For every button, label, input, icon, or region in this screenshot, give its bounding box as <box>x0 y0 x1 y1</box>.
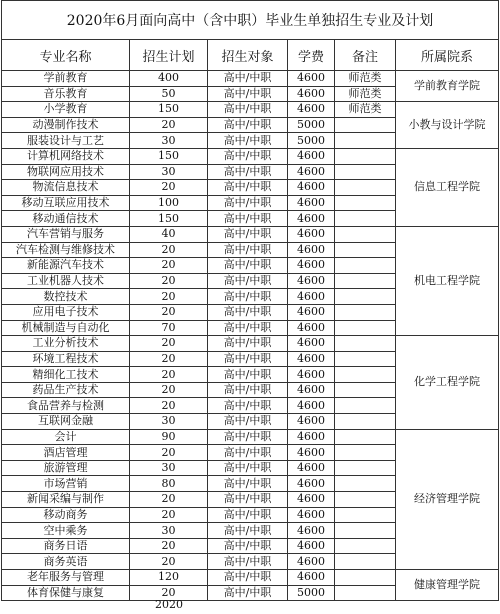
cell-target: 高中/中职 <box>208 102 288 118</box>
cell-target: 高中/中职 <box>208 164 288 180</box>
cell-fee: 4600 <box>288 523 335 539</box>
table-row <box>2 570 499 586</box>
cell-fee: 4600 <box>288 86 335 102</box>
cell-plan: 150 <box>130 148 208 164</box>
cell-note <box>335 585 396 601</box>
cell-target: 高中/中职 <box>208 133 288 149</box>
header-note: 备注 <box>335 40 396 71</box>
cell-fee: 4600 <box>288 476 335 492</box>
cell-plan: 20 <box>130 351 208 367</box>
cell-fee: 4600 <box>288 148 335 164</box>
cell-plan: 40 <box>130 226 208 242</box>
cell-note <box>335 507 396 523</box>
cell-fee: 4600 <box>288 289 335 305</box>
cell-target: 高中/中职 <box>208 86 288 102</box>
cell-target: 高中/中职 <box>208 414 288 430</box>
cell-plan: 20 <box>130 117 208 133</box>
cell-fee: 4600 <box>288 336 335 352</box>
cell-major: 汽车营销与服务 <box>2 226 130 242</box>
cell-fee: 5000 <box>288 133 335 149</box>
cell-plan: 20 <box>130 382 208 398</box>
header-target: 招生对象 <box>208 40 288 71</box>
cell-fee: 4600 <box>288 382 335 398</box>
cell-target: 高中/中职 <box>208 258 288 274</box>
cell-note <box>335 492 396 508</box>
cell-major: 工业机器人技术 <box>2 273 130 289</box>
cell-major: 学前教育 <box>2 71 130 87</box>
cell-target: 高中/中职 <box>208 492 288 508</box>
cell-note <box>335 195 396 211</box>
footer-year: 2020 <box>155 598 183 611</box>
cell-major: 工业分析技术 <box>2 336 130 352</box>
cell-note <box>335 460 396 476</box>
cell-target: 高中/中职 <box>208 507 288 523</box>
cell-major: 商务英语 <box>2 554 130 570</box>
cell-plan: 120 <box>130 570 208 586</box>
cell-note <box>335 336 396 352</box>
cell-fee: 4600 <box>288 570 335 586</box>
cell-fee: 4600 <box>288 398 335 414</box>
cell-target: 高中/中职 <box>208 445 288 461</box>
cell-note <box>335 523 396 539</box>
cell-fee: 4600 <box>288 226 335 242</box>
table-title: 2020年6月面向高中（含中职）毕业生单独招生专业及计划 <box>2 1 499 40</box>
table-row <box>2 429 499 445</box>
cell-note <box>335 570 396 586</box>
cell-major: 环境工程技术 <box>2 351 130 367</box>
cell-fee: 4600 <box>288 445 335 461</box>
cell-note <box>335 398 396 414</box>
cell-major: 物流信息技术 <box>2 180 130 196</box>
cell-college: 健康管理学院 <box>396 570 499 601</box>
cell-plan: 20 <box>130 554 208 570</box>
cell-note <box>335 320 396 336</box>
cell-note <box>335 429 396 445</box>
header-fee: 学费 <box>288 40 335 71</box>
cell-target: 高中/中职 <box>208 523 288 539</box>
cell-note <box>335 351 396 367</box>
cell-major: 食品营养与检测 <box>2 398 130 414</box>
cell-plan: 30 <box>130 164 208 180</box>
cell-target: 高中/中职 <box>208 585 288 601</box>
cell-major: 空中乘务 <box>2 523 130 539</box>
cell-fee: 4600 <box>288 351 335 367</box>
cell-target: 高中/中职 <box>208 460 288 476</box>
cell-fee: 4600 <box>288 258 335 274</box>
cell-note <box>335 242 396 258</box>
cell-college: 化学工程学院 <box>396 336 499 430</box>
cell-major: 精细化工技术 <box>2 367 130 383</box>
cell-plan: 20 <box>130 336 208 352</box>
enrollment-table <box>1 0 499 601</box>
cell-target: 高中/中职 <box>208 538 288 554</box>
cell-target: 高中/中职 <box>208 226 288 242</box>
cell-plan: 20 <box>130 507 208 523</box>
cell-plan: 20 <box>130 180 208 196</box>
header-plan: 招生计划 <box>130 40 208 71</box>
cell-plan: 50 <box>130 86 208 102</box>
cell-major: 商务日语 <box>2 538 130 554</box>
cell-fee: 4600 <box>288 554 335 570</box>
cell-major: 会计 <box>2 429 130 445</box>
cell-target: 高中/中职 <box>208 289 288 305</box>
cell-note <box>335 445 396 461</box>
cell-major: 市场营销 <box>2 476 130 492</box>
cell-target: 高中/中职 <box>208 429 288 445</box>
cell-target: 高中/中职 <box>208 554 288 570</box>
cell-note: 师范类 <box>335 86 396 102</box>
cell-target: 高中/中职 <box>208 320 288 336</box>
cell-college: 经济管理学院 <box>396 429 499 569</box>
cell-target: 高中/中职 <box>208 117 288 133</box>
cell-fee: 4600 <box>288 320 335 336</box>
cell-note <box>335 554 396 570</box>
cell-target: 高中/中职 <box>208 336 288 352</box>
cell-target: 高中/中职 <box>208 71 288 87</box>
cell-fee: 4600 <box>288 211 335 227</box>
cell-target: 高中/中职 <box>208 367 288 383</box>
cell-note: 师范类 <box>335 102 396 118</box>
cell-major: 新闻采编与制作 <box>2 492 130 508</box>
cell-fee: 4600 <box>288 273 335 289</box>
cell-major: 移动通信技术 <box>2 211 130 227</box>
cell-fee: 4600 <box>288 195 335 211</box>
cell-note <box>335 133 396 149</box>
cell-plan: 30 <box>130 133 208 149</box>
table-row <box>2 148 499 164</box>
cell-target: 高中/中职 <box>208 273 288 289</box>
cell-note <box>335 538 396 554</box>
cell-note <box>335 258 396 274</box>
cell-note <box>335 382 396 398</box>
cell-major: 药品生产技术 <box>2 382 130 398</box>
cell-fee: 4600 <box>288 164 335 180</box>
cell-plan: 30 <box>130 414 208 430</box>
cell-note <box>335 226 396 242</box>
cell-plan: 70 <box>130 320 208 336</box>
cell-target: 高中/中职 <box>208 180 288 196</box>
cell-fee: 4600 <box>288 242 335 258</box>
cell-college: 信息工程学院 <box>396 148 499 226</box>
header-major: 专业名称 <box>2 40 130 71</box>
table-row <box>2 336 499 352</box>
cell-plan: 20 <box>130 242 208 258</box>
table-row <box>2 71 499 87</box>
cell-plan: 20 <box>130 585 208 601</box>
cell-note <box>335 304 396 320</box>
table-row <box>2 226 499 242</box>
cell-target: 高中/中职 <box>208 351 288 367</box>
cell-major: 老年服务与管理 <box>2 570 130 586</box>
cell-note <box>335 211 396 227</box>
cell-plan: 400 <box>130 71 208 87</box>
cell-target: 高中/中职 <box>208 211 288 227</box>
cell-plan: 150 <box>130 211 208 227</box>
cell-major: 数控技术 <box>2 289 130 305</box>
cell-major: 小学教育 <box>2 102 130 118</box>
cell-fee: 4600 <box>288 304 335 320</box>
cell-major: 互联网金融 <box>2 414 130 430</box>
cell-plan: 20 <box>130 289 208 305</box>
cell-note <box>335 117 396 133</box>
cell-fee: 4600 <box>288 507 335 523</box>
cell-major: 体育保健与康复 <box>2 585 130 601</box>
cell-fee: 4600 <box>288 429 335 445</box>
cell-target: 高中/中职 <box>208 148 288 164</box>
cell-plan: 20 <box>130 445 208 461</box>
table-row <box>2 102 499 118</box>
cell-target: 高中/中职 <box>208 382 288 398</box>
cell-major: 移动互联应用技术 <box>2 195 130 211</box>
cell-fee: 4600 <box>288 180 335 196</box>
cell-plan: 20 <box>130 273 208 289</box>
cell-plan: 20 <box>130 492 208 508</box>
cell-target: 高中/中职 <box>208 476 288 492</box>
cell-note <box>335 164 396 180</box>
cell-college: 机电工程学院 <box>396 226 499 335</box>
cell-fee: 4600 <box>288 538 335 554</box>
cell-major: 服装设计与工艺 <box>2 133 130 149</box>
cell-note <box>335 414 396 430</box>
cell-target: 高中/中职 <box>208 304 288 320</box>
header-college: 所属院系 <box>396 40 499 71</box>
cell-plan: 20 <box>130 304 208 320</box>
cell-plan: 90 <box>130 429 208 445</box>
cell-target: 高中/中职 <box>208 195 288 211</box>
cell-plan: 100 <box>130 195 208 211</box>
cell-major: 移动商务 <box>2 507 130 523</box>
cell-fee: 5000 <box>288 585 335 601</box>
cell-note <box>335 180 396 196</box>
cell-fee: 4600 <box>288 71 335 87</box>
cell-fee: 4600 <box>288 102 335 118</box>
cell-note <box>335 367 396 383</box>
cell-college: 小教与设计学院 <box>396 102 499 149</box>
cell-plan: 20 <box>130 398 208 414</box>
cell-fee: 4600 <box>288 367 335 383</box>
cell-note <box>335 148 396 164</box>
cell-plan: 20 <box>130 367 208 383</box>
cell-plan: 30 <box>130 523 208 539</box>
cell-target: 高中/中职 <box>208 398 288 414</box>
cell-major: 应用电子技术 <box>2 304 130 320</box>
cell-fee: 4600 <box>288 414 335 430</box>
cell-plan: 80 <box>130 476 208 492</box>
cell-major: 旅游管理 <box>2 460 130 476</box>
cell-major: 动漫制作技术 <box>2 117 130 133</box>
cell-college: 学前教育学院 <box>396 71 499 102</box>
cell-major: 音乐教育 <box>2 86 130 102</box>
cell-major: 新能源汽车技术 <box>2 258 130 274</box>
cell-plan: 150 <box>130 102 208 118</box>
cell-major: 计算机网络技术 <box>2 148 130 164</box>
cell-target: 高中/中职 <box>208 570 288 586</box>
cell-plan: 20 <box>130 258 208 274</box>
cell-fee: 5000 <box>288 117 335 133</box>
cell-major: 酒店管理 <box>2 445 130 461</box>
cell-major: 机械制造与自动化 <box>2 320 130 336</box>
cell-fee: 4600 <box>288 492 335 508</box>
cell-plan: 30 <box>130 460 208 476</box>
cell-major: 物联网应用技术 <box>2 164 130 180</box>
cell-fee: 4600 <box>288 460 335 476</box>
cell-note <box>335 476 396 492</box>
cell-plan: 20 <box>130 538 208 554</box>
cell-note <box>335 289 396 305</box>
cell-note <box>335 273 396 289</box>
cell-note: 师范类 <box>335 71 396 87</box>
cell-major: 汽车检测与维修技术 <box>2 242 130 258</box>
table-body <box>2 71 499 601</box>
cell-target: 高中/中职 <box>208 242 288 258</box>
